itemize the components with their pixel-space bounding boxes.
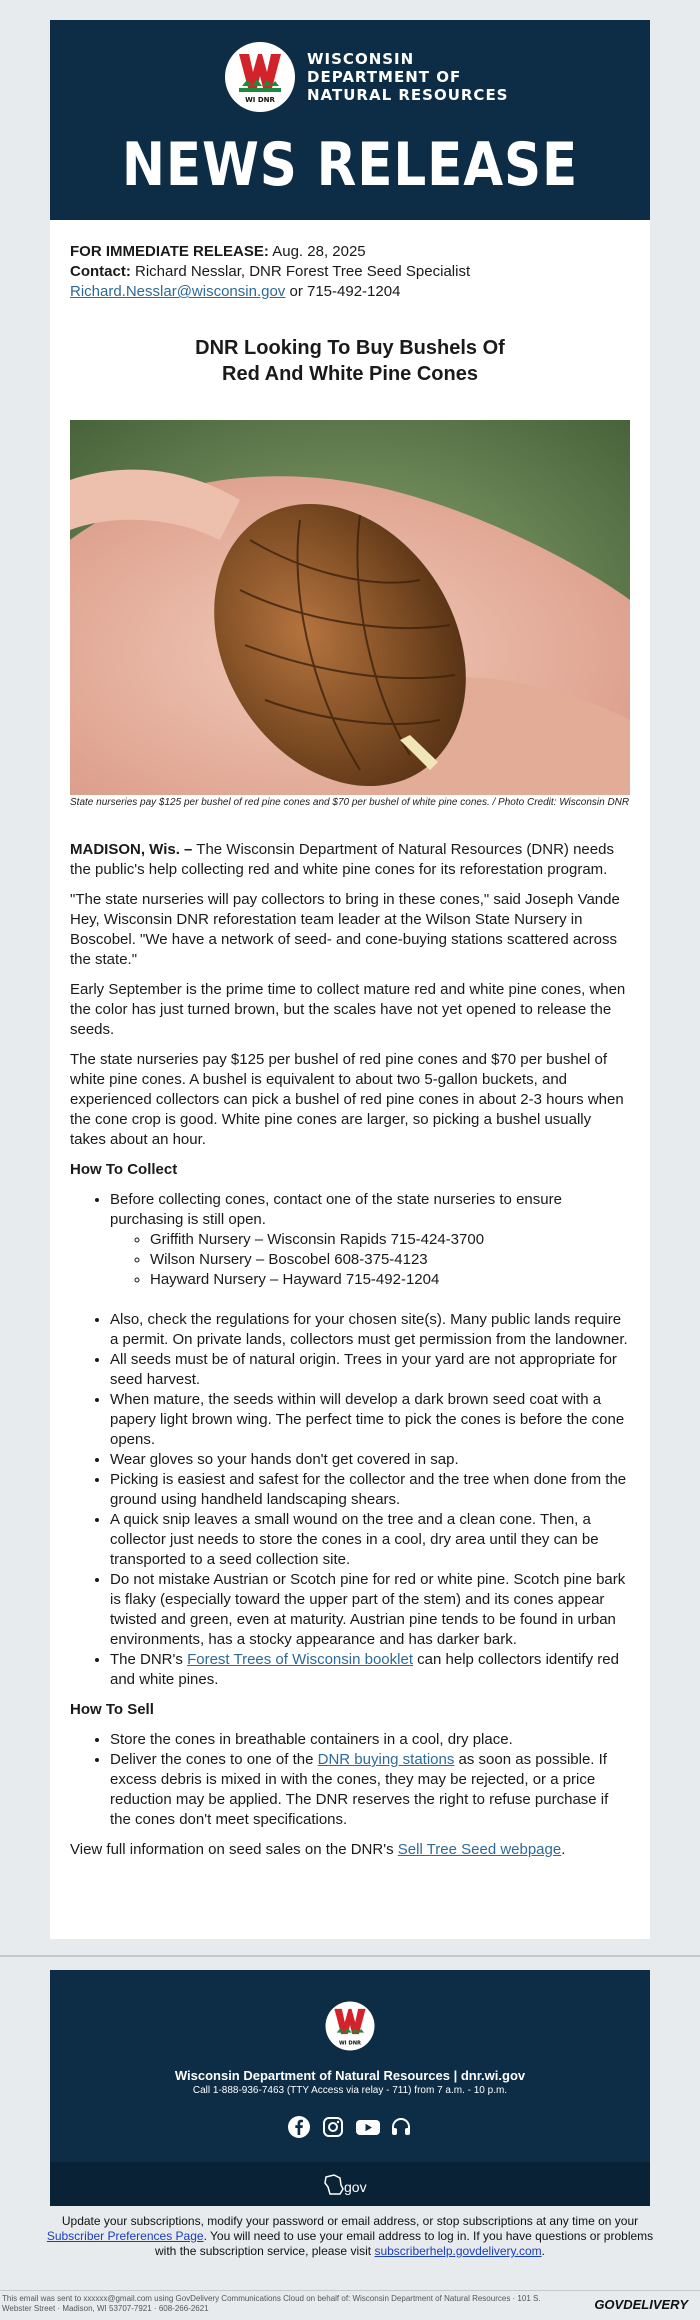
govdelivery-logo[interactable]: GOVDELIVERY <box>594 2297 688 2312</box>
collect-item: • A quick snip leaves a small wound on the tree and a clean cone. Then, a collector just needs to store the cones in a cool, dry area until they can be transported to a seed collection site. <box>110 1510 630 1570</box>
article-title <box>50 335 650 387</box>
sell-tree-seed-link[interactable]: Sell Tree Seed webpage <box>397 1841 562 1858</box>
contact-label: Contact: <box>70 263 131 280</box>
nursery-item: ◦ Wilson Nursery – Boscobel 608-375-4123 <box>150 1250 630 1270</box>
dateline: MADISON, Wis. – <box>70 841 193 858</box>
podcast-icon[interactable] <box>389 2115 413 2139</box>
social-links <box>50 2115 650 2139</box>
collect-heading: How To Collect <box>70 1161 178 1178</box>
subs-mid: . You will need to use your email address to log in. If you have questions or problems with the subscription service, please visit <box>155 2229 654 2258</box>
closing-paragraph <box>70 1840 630 1860</box>
footer-logo-text: WI DNR <box>338 2040 362 2047</box>
subscriber-help-link[interactable]: subscriberhelp.govdelivery.com <box>374 2244 542 2258</box>
footer-logo-icon <box>324 2000 376 2052</box>
agency-line-3: NATURAL RESOURCES <box>307 86 509 104</box>
facebook-icon[interactable] <box>287 2115 311 2139</box>
collect-item: • Picking is easiest and safest for the collector and the tree when done from the ground using handheld landscaping shears. <box>110 1470 630 1510</box>
agency-line-2: DEPARTMENT OF <box>307 68 462 86</box>
booklet-post: can help collectors identify red and white pines. <box>110 1651 619 1688</box>
agency-line-1: WISCONSIN <box>307 50 415 68</box>
title-line-1: DNR Looking To Buy Bushels Of <box>195 337 505 359</box>
paragraph-4: The state nurseries pay $125 per bushel of red pine cones and $70 per bushel of white pine cones. A bushel is equivalent to about two 5-gallon buckets, and experienced collectors can pick a bushel of red pine cones in about 2-3 hours when the cone crop is good. White pine cones are larger, so picking a bushel usually takes about an hour. <box>70 1051 624 1148</box>
nursery-list <box>110 1230 630 1290</box>
nursery-item: ◦ Griffith Nursery – Wisconsin Rapids 715-424-3700 <box>150 1230 630 1250</box>
subs-pre: Update your subscriptions, modify your password or email address, or stop subscriptions at any time on your <box>61 2214 639 2228</box>
sell-item-pre: Deliver the cones to one of the <box>110 1751 314 1768</box>
booklet-link[interactable]: Forest Trees of Wisconsin booklet <box>187 1651 413 1668</box>
contact-phone: 715-492-1204 <box>307 283 401 300</box>
bottom-bar <box>0 2290 700 2320</box>
logo-text: WI DNR <box>245 96 275 104</box>
contact-name: Richard Nesslar, DNR Forest Tree Seed Specialist <box>135 263 471 280</box>
article-body <box>70 840 630 1870</box>
release-date: Aug. 28, 2025 <box>272 243 366 260</box>
subscription-notice <box>40 2214 660 2259</box>
email-notice: This email was sent to xxxxxx@gmail.com using GovDelivery Communications Cloud on behalf of: Wisconsin Department of Natural Resources · 101 S. Webster Street · Madison, WI 53707-7921 · 608-266-2621 <box>2 2294 541 2313</box>
footer <box>50 1970 650 2206</box>
closing-post: . <box>561 1841 566 1858</box>
banner-title: NEWS RELEASE <box>121 130 579 200</box>
release-meta <box>70 242 470 302</box>
closing-pre: View full information on seed sales on the DNR's <box>70 1841 394 1858</box>
buying-stations-link[interactable]: DNR buying stations <box>317 1751 455 1768</box>
nursery-item: ◦ Hayward Nursery – Hayward 715-492-1204 <box>150 1270 630 1290</box>
booklet-pre: The DNR's <box>110 1651 183 1668</box>
paragraph-3: Early September is the prime time to collect mature red and white pine cones, when the color has just turned brown, but the scales have not yet opened to release the seeds. <box>70 981 626 1038</box>
collect-item <box>110 1650 630 1690</box>
collect-list <box>70 1190 630 1690</box>
collect-item: • All seeds must be of natural origin. Trees in your yard are not appropriate for seed harvest. <box>110 1350 630 1390</box>
collect-item: • Also, check the regulations for your chosen site(s). Many public lands require a permit. On private lands, collectors must get permission from the landowner. <box>110 1310 630 1350</box>
sell-item-post: as soon as possible. If excess debris is mixed in with the cones, they may be rejected, or a price reduction may be applied. The DNR reserves the right to refuse purchase if the cones don't meet specifications. <box>110 1751 609 1828</box>
contact-or: or <box>289 283 303 300</box>
collect-item <box>110 1190 630 1310</box>
sell-item <box>110 1750 630 1830</box>
youtube-icon[interactable] <box>355 2115 379 2139</box>
collect-intro-text: Before collecting cones, contact one of the state nurseries to ensure purchasing is still open. <box>110 1191 562 1228</box>
paragraph-1 <box>70 840 630 880</box>
gov-text: gov <box>344 2179 367 2195</box>
instagram-icon[interactable] <box>321 2115 345 2139</box>
collect-item: • Do not mistake Austrian or Scotch pine for red or white pine. Scotch pine bark is flaky (especially toward the upper part of the stem) and its cones appear twisted and green, even at maturity. Austrian pine tends to be found in urban environments, has a stocky appearance and has darker bark. <box>110 1570 630 1650</box>
subs-post: . <box>541 2244 545 2258</box>
paragraph-1-text: The Wisconsin Department of Natural Resources (DNR) needs the public's help collecting red and white pine cones for its reforestation program. <box>70 841 614 878</box>
dnr-logo-icon <box>225 42 295 112</box>
agency-name <box>307 50 509 104</box>
paragraph-2: "The state nurseries will pay collectors to bring in these cones," said Joseph Vande Hey, Wisconsin DNR reforestation team leader at the Wilson State Nursery in Boscobel. "We have a network of seed- and cone-buying stations scattered across the state." <box>70 891 620 968</box>
dnr-logo-group <box>225 42 509 112</box>
wisconsin-gov-band <box>50 2162 650 2206</box>
wisconsin-gov-icon[interactable] <box>320 2169 380 2199</box>
subscriber-preferences-link[interactable]: Subscriber Preferences Page <box>46 2229 204 2243</box>
sell-heading: How To Sell <box>70 1701 154 1718</box>
collect-item: • When mature, the seeds within will develop a dark brown seed coat with a papery light brown wing. The perfect time to pick the cones is before the cone opens. <box>110 1390 630 1450</box>
contact-email-link[interactable]: Richard.Nesslar@wisconsin.gov <box>70 283 286 300</box>
title-line-2: Red And White Pine Cones <box>222 363 478 385</box>
footer-org[interactable]: Wisconsin Department of Natural Resources | dnr.wi.gov <box>174 2068 526 2083</box>
pine-cone-photo <box>70 420 630 795</box>
release-label: FOR IMMEDIATE RELEASE: <box>70 243 269 260</box>
footer-call: Call 1-888-936-7463 (TTY Access via relay - 711) from 7 a.m. - 10 p.m. <box>192 2085 508 2096</box>
news-card <box>50 20 650 1939</box>
pine-cone-image <box>70 420 630 795</box>
sell-list <box>70 1730 630 1830</box>
sell-item: • Store the cones in breathable containers in a cool, dry place. <box>110 1730 630 1750</box>
footer-divider <box>0 1955 700 1957</box>
photo-caption: State nurseries pay $125 per bushel of red pine cones and $70 per bushel of white pine cones. / Photo Credit: Wisconsin DNR <box>70 797 630 808</box>
header-banner <box>50 20 650 220</box>
dnr-logo <box>225 42 295 112</box>
collect-item: • Wear gloves so your hands don't get covered in sap. <box>110 1450 630 1470</box>
